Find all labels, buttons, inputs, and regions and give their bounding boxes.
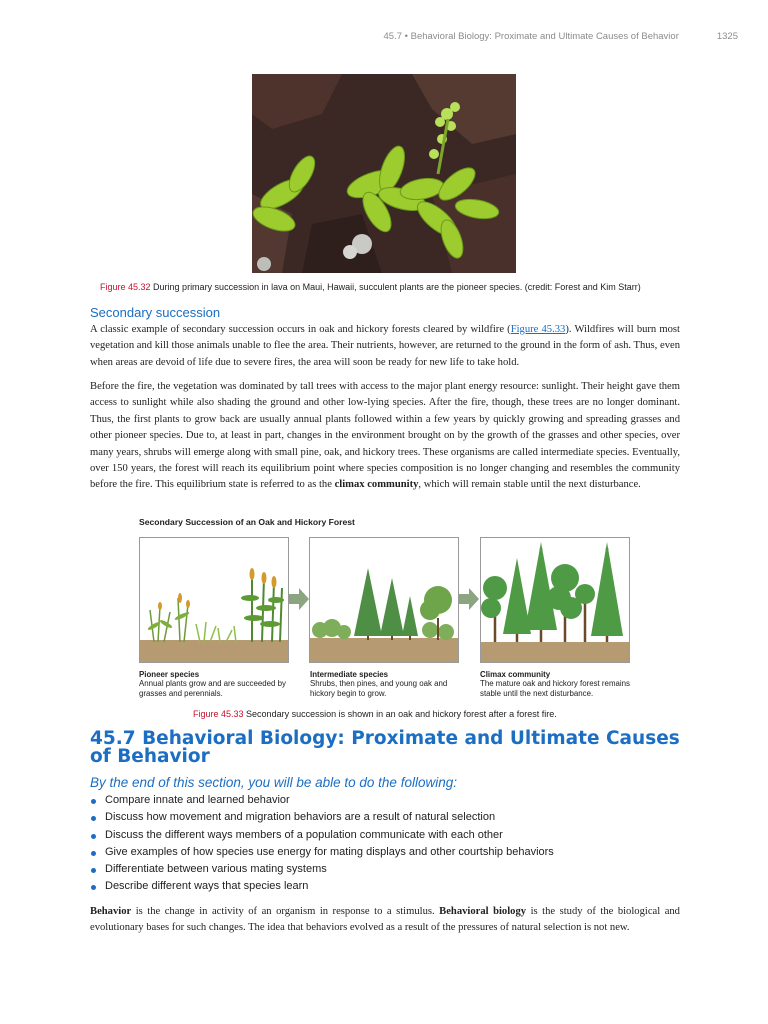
- figure-label: Figure 45.33: [193, 709, 244, 719]
- diagram-title: Secondary Succession of an Oak and Hickory Forest: [139, 517, 355, 527]
- figure-45-32-caption: [100, 282, 641, 292]
- list-item: Discuss the different ways members of a population communicate with each other: [90, 827, 554, 844]
- figure-45-33-caption: [193, 709, 557, 719]
- paragraph-text: is the study of the biological and evolutionary bases for such changes. The idea that behaviors evolved as a result of the pressures of natural selection is not new.: [90, 906, 680, 934]
- stage-name: Intermediate species: [310, 670, 389, 679]
- behavior-term: Behavior: [90, 906, 132, 917]
- stage-name: Pioneer species: [139, 670, 200, 679]
- succulent-lava-photo: [252, 74, 516, 273]
- caption-text: During primary succession in lava on Maui, Hawaii, succulent plants are the pioneer species. (credit: Forest and Kim Starr): [150, 282, 641, 292]
- stage-description: Shrubs, then pines, and young oak and hickory begin to grow.: [310, 679, 448, 698]
- running-head: [384, 31, 738, 42]
- paragraph-text: Before the fire, the vegetation was dominated by tall trees with access to the major plant energy resource: sunlight. Their height gave them access to sunlight while also shading the ground and other low-lying species. After the fire, though, these trees are no longer dominant. Thus, the first plants to grow back are usually annual plants followed within a few years by quickly growing and spreading grasses and other pioneer species. Due to, at least in part, changes in the environment brought on by the growth of the grasses and other species, over many years, shrubs will emerge along with small pine, oak, and hickory trees. These organisms are called intermediate species. Eventually, over 150 years, the forest will reach its equilibrium point where species composition is no longer changing and resembles the community before the fire. This equilibrium state is referred to as the: [90, 381, 680, 491]
- list-item: Give examples of how species use energy for mating displays and other courtship behaviors: [90, 844, 554, 861]
- list-item: Compare innate and learned behavior: [90, 792, 554, 809]
- running-head-section: 45.7 • Behavioral Biology: Proximate and Ultimate Causes of Behavior: [383, 31, 679, 42]
- paragraph-3: [90, 904, 680, 937]
- paragraph-1: [90, 322, 680, 371]
- intermediate-species-panel: [309, 537, 459, 663]
- right-arrow-icon: [289, 588, 309, 610]
- stage-name: Climax community: [480, 670, 551, 679]
- climax-stage-label: [480, 670, 640, 698]
- paragraph-2: [90, 379, 680, 494]
- figure-label: Figure 45.32: [100, 282, 151, 292]
- section-title: 45.7 Behavioral Biology: Proximate and Ultimate Causes of Behavior: [90, 728, 680, 767]
- stage-description: Annual plants grow and are succeeded by grasses and perennials.: [139, 679, 286, 698]
- stage-description: The mature oak and hickory forest remains stable until the next disturbance.: [480, 679, 630, 698]
- climax-community-term: climax community: [334, 479, 419, 491]
- paragraph-text: is the change in activity of an organism in response to a stimulus.: [131, 906, 440, 917]
- list-item: Differentiate between various mating systems: [90, 861, 554, 878]
- secondary-succession-heading: Secondary succession: [90, 305, 221, 320]
- page-number: 1325: [716, 31, 738, 42]
- pioneer-stage-label: [139, 670, 299, 698]
- climax-community-panel: [480, 537, 630, 663]
- pioneer-species-panel: [139, 537, 289, 663]
- paragraph-text: A classic example of secondary succession occurs in oak and hickory forests cleared by wildfire (: [90, 324, 511, 335]
- list-item: Describe different ways that species learn: [90, 878, 554, 895]
- list-item: Discuss how movement and migration behaviors are a result of natural selection: [90, 809, 554, 826]
- learning-objectives-list: [90, 792, 554, 896]
- behavioral-biology-term: Behavioral biology: [439, 906, 527, 917]
- figure-45-33-link[interactable]: Figure 45.33: [510, 324, 566, 335]
- objectives-intro: By the end of this section, you will be able to do the following:: [90, 775, 457, 790]
- paragraph-text: , which will remain stable until the next disturbance.: [418, 479, 641, 491]
- right-arrow-icon: [459, 588, 479, 610]
- intermediate-stage-label: [310, 670, 470, 698]
- caption-text: Secondary succession is shown in an oak and hickory forest after a forest fire.: [243, 709, 557, 719]
- paragraph-text: ). Wildfires will burn most vegetation and kill those animals unable to flee the area. Their nutrients, however, are returned to the ground in the form of ash. Thus, even when areas are devoid of life due to severe fires, the area will soon be ready for new life to take hold.: [90, 324, 680, 368]
